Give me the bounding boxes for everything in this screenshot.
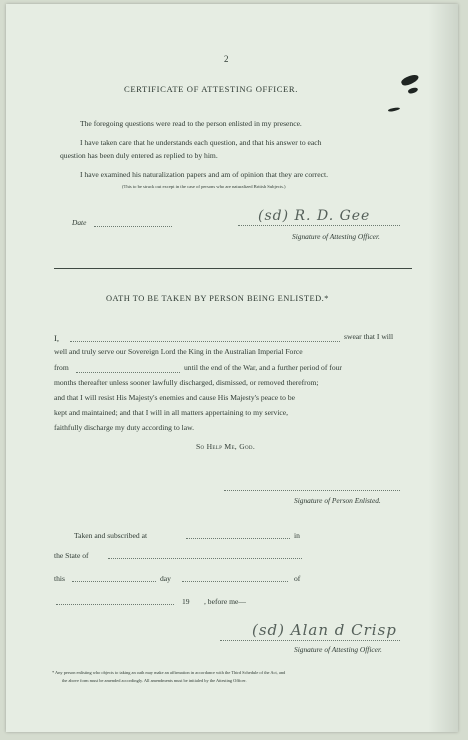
name-field <box>70 341 340 342</box>
attesting-officer-signature-2: (sd) Alan d Crisp <box>252 621 397 639</box>
attesting-signature-label-2: Signature of Attesting Officer. <box>294 645 382 654</box>
from-field <box>76 372 180 373</box>
ink-mark <box>388 107 400 112</box>
section-divider <box>54 268 412 269</box>
oath-line-1: swear that I will <box>344 332 394 341</box>
oath-i: I, <box>54 333 60 343</box>
state-label: the State of <box>54 551 89 560</box>
signature-line <box>238 225 400 226</box>
oath-line-7: faithfully discharge my duty according to law. <box>54 423 195 432</box>
this-label: this <box>54 574 65 583</box>
ink-mark <box>407 86 418 94</box>
oath-title: OATH TO BE TAKEN BY PERSON BEING ENLISTED.* <box>106 294 329 303</box>
taken-label: Taken and subscribed at <box>74 531 148 540</box>
day-field <box>72 581 156 582</box>
ink-mark <box>400 73 420 88</box>
attesting-officer-signature: (sd) R. D. Gee <box>258 208 371 224</box>
of-label: of <box>294 574 301 583</box>
document-page <box>6 4 458 732</box>
certificate-note: (This to be struck out except in the case of persons who are naturalized British Subjects.) <box>122 184 286 189</box>
certificate-title: CERTIFICATE OF ATTESTING OFFICER. <box>124 84 298 94</box>
certificate-line-1: The foregoing questions were read to the person enlisted in my presence. <box>80 119 302 128</box>
certificate-line-3: I have examined his naturalization papers and am of opinion that they are correct. <box>80 170 328 179</box>
footnote-line-2: the above form must be amended accordingly. All amendments must be initialed by the Attesting Officer. <box>62 678 247 683</box>
enlisted-signature-line <box>224 490 400 491</box>
oath-line-5: and that I will resist His Majesty's enemies and cause His Majesty's peace to be <box>54 393 296 402</box>
oath-from: from <box>54 363 69 372</box>
in-label: in <box>294 531 300 540</box>
page-number: 2 <box>224 54 229 64</box>
enlisted-signature-label: Signature of Person Enlisted. <box>294 496 381 505</box>
state-field <box>108 558 302 559</box>
year-prefix-field <box>56 604 174 605</box>
signature-label: Signature of Attesting Officer. <box>292 232 380 241</box>
place-field <box>186 538 290 539</box>
oath-line-6: kept and maintained; and that I will in all matters appertaining to my service, <box>54 408 289 417</box>
oath-line-3: until the end of the War, and a further period of four <box>184 363 342 372</box>
oath-line-4: months thereafter unless sooner lawfully discharged, dismissed, or removed therefrom; <box>54 378 319 387</box>
certificate-line-2a: I have taken care that he understands each question, and that his answer to each <box>80 138 322 147</box>
oath-line-2: well and truly serve our Sovereign Lord the King in the Australian Imperial Force <box>54 347 303 356</box>
month-field <box>182 581 288 582</box>
date-field <box>94 226 172 227</box>
certificate-line-2b: question has been duly entered as replied to by him. <box>60 151 218 160</box>
footnote-line-1: * Any person enlisting who objects to taking an oath may make an affirmation in accordance with the Third Schedule of the Act, and <box>52 670 286 675</box>
year-label: 19 <box>182 597 190 606</box>
so-help-me-god: So Help Me, God. <box>196 442 256 451</box>
attesting-signature-line-2 <box>220 640 400 641</box>
day-label: day <box>160 574 171 583</box>
date-label: Date <box>72 218 87 227</box>
before-me-label: , before me— <box>204 597 246 606</box>
